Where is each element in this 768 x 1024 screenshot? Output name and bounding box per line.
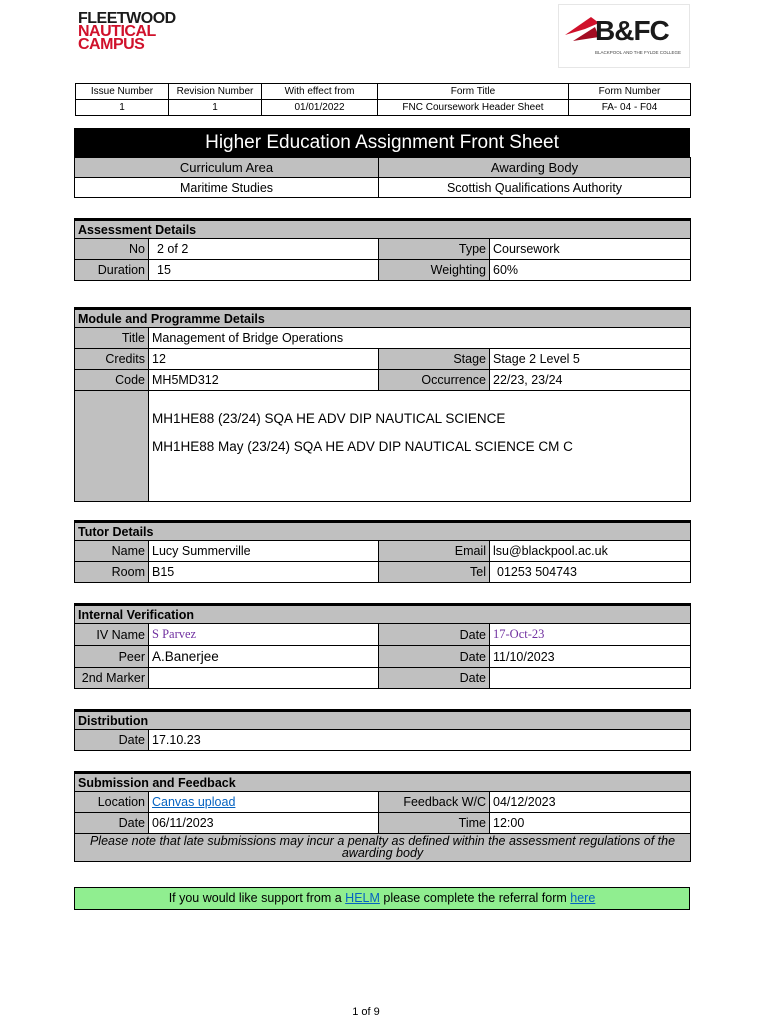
submission-time-value: 12:00 — [490, 813, 691, 834]
distribution-table — [74, 709, 691, 751]
internal-verification-table — [74, 603, 691, 689]
effect-from-value: 01/01/2022 — [262, 100, 378, 116]
iv-date-label: Date — [379, 624, 490, 646]
occurrence-label: Occurrence — [379, 370, 490, 391]
feedback-wc-value: 04/12/2023 — [490, 792, 691, 813]
distribution-date-value: 17.10.23 — [149, 730, 691, 751]
form-title-label: Form Title — [378, 84, 569, 100]
module-title-label: Title — [75, 328, 149, 349]
tutor-name-label: Name — [75, 541, 149, 562]
page-number: 1 of 9 — [352, 1006, 380, 1018]
assessment-type-label: Type — [379, 239, 490, 260]
module-details-table — [74, 307, 691, 502]
tutor-name-value: Lucy Summerville — [149, 541, 379, 562]
bfc-logo-tagline: BLACKPOOL AND THE FYLDE COLLEGE — [595, 50, 682, 55]
second-marker-label: 2nd Marker — [75, 668, 149, 689]
location-label: Location — [75, 792, 149, 813]
assessment-details-heading: Assessment Details — [75, 220, 691, 239]
programme-label-cell — [75, 391, 149, 502]
fleetwood-logo-line3: CAMPUS — [78, 36, 145, 53]
support-text-before: If you would like support from a — [168, 891, 346, 905]
submission-date-label: Date — [75, 813, 149, 834]
assessment-details-table — [74, 218, 691, 281]
location-value — [149, 792, 379, 813]
helm-link[interactable]: HELM — [345, 891, 380, 905]
peer-date-label: Date — [379, 646, 490, 668]
peer-value: A.Banerjee — [149, 646, 379, 668]
stage-value: Stage 2 Level 5 — [490, 349, 691, 370]
tutor-details-heading: Tutor Details — [75, 522, 691, 541]
curriculum-table — [74, 157, 691, 198]
referral-form-link[interactable]: here — [570, 891, 596, 905]
curriculum-area-label: Curriculum Area — [75, 158, 379, 178]
page-title: Higher Education Assignment Front Sheet — [74, 128, 690, 157]
duration-value: 15 — [149, 260, 379, 281]
module-title-value: Management of Bridge Operations — [149, 328, 691, 349]
second-marker-value — [149, 668, 379, 689]
awarding-body-value: Scottish Qualifications Authority — [379, 178, 691, 198]
tutor-tel-value: 01253 504743 — [490, 562, 691, 583]
submission-date-value: 06/11/2023 — [149, 813, 379, 834]
duration-label: Duration — [75, 260, 149, 281]
peer-date-value: 11/10/2023 — [490, 646, 691, 668]
form-title-value: FNC Coursework Header Sheet — [378, 100, 569, 116]
issue-number-label: Issue Number — [76, 84, 169, 100]
distribution-heading: Distribution — [75, 711, 691, 730]
fleetwood-logo-line2: NAUTICAL — [78, 23, 156, 40]
iv-date-signature: 17-Oct-23 — [490, 624, 691, 646]
programme-list — [149, 391, 691, 502]
form-header-table — [75, 83, 691, 116]
occurrence-value: 22/23, 23/24 — [490, 370, 691, 391]
second-marker-date-label: Date — [379, 668, 490, 689]
fleetwood-logo — [78, 12, 188, 62]
awarding-body-label: Awarding Body — [379, 158, 691, 178]
stage-label: Stage — [379, 349, 490, 370]
assessment-no-label: No — [75, 239, 149, 260]
code-label: Code — [75, 370, 149, 391]
effect-from-label: With effect from — [262, 84, 378, 100]
bfc-logo-text: B&FC — [595, 15, 669, 46]
bfc-logo — [558, 4, 690, 68]
tutor-details-table — [74, 520, 691, 583]
iv-name-label: IV Name — [75, 624, 149, 646]
code-value: MH5MD312 — [149, 370, 379, 391]
peer-label: Peer — [75, 646, 149, 668]
tutor-tel-label: Tel — [379, 562, 490, 583]
issue-number-value: 1 — [76, 100, 169, 116]
fleetwood-logo-line1: FLEETWOOD — [78, 10, 176, 27]
support-text-middle: please complete the referral form — [379, 891, 571, 905]
support-banner — [74, 887, 690, 910]
form-number-value: FA- 04 - F04 — [569, 100, 691, 116]
feedback-wc-label: Feedback W/C — [379, 792, 490, 813]
second-marker-date-value — [490, 668, 691, 689]
form-number-label: Form Number — [569, 84, 691, 100]
revision-number-value: 1 — [169, 100, 262, 116]
weighting-label: Weighting — [379, 260, 490, 281]
submission-feedback-table — [74, 771, 691, 862]
programme-item: MH1HE88 May (23/24) SQA HE ADV DIP NAUTICAL SCIENCE CM C — [152, 439, 573, 454]
assessment-type-value: Coursework — [490, 239, 691, 260]
tutor-room-label: Room — [75, 562, 149, 583]
tutor-room-value: B15 — [149, 562, 379, 583]
iv-name-signature: S Parvez — [149, 624, 379, 646]
submission-feedback-heading: Submission and Feedback — [75, 773, 691, 792]
revision-number-label: Revision Number — [169, 84, 262, 100]
distribution-date-label: Date — [75, 730, 149, 751]
assessment-no-value: 2 of 2 — [149, 239, 379, 260]
form-header-labels — [76, 84, 691, 100]
credits-value: 12 — [149, 349, 379, 370]
programme-item: MH1HE88 (23/24) SQA HE ADV DIP NAUTICAL SCIENCE — [152, 411, 506, 426]
weighting-value: 60% — [490, 260, 691, 281]
credits-label: Credits — [75, 349, 149, 370]
curriculum-area-value: Maritime Studies — [75, 178, 379, 198]
canvas-upload-link[interactable]: Canvas upload — [152, 795, 236, 809]
form-header-values — [76, 100, 691, 116]
late-submission-note: Please note that late submissions may incur a penalty as defined within the assessment regulations of the awarding body — [75, 834, 691, 862]
module-details-heading: Module and Programme Details — [75, 309, 691, 328]
tutor-email-label: Email — [379, 541, 490, 562]
internal-verification-heading: Internal Verification — [75, 605, 691, 624]
tutor-email-value: lsu@blackpool.ac.uk — [490, 541, 691, 562]
submission-time-label: Time — [379, 813, 490, 834]
